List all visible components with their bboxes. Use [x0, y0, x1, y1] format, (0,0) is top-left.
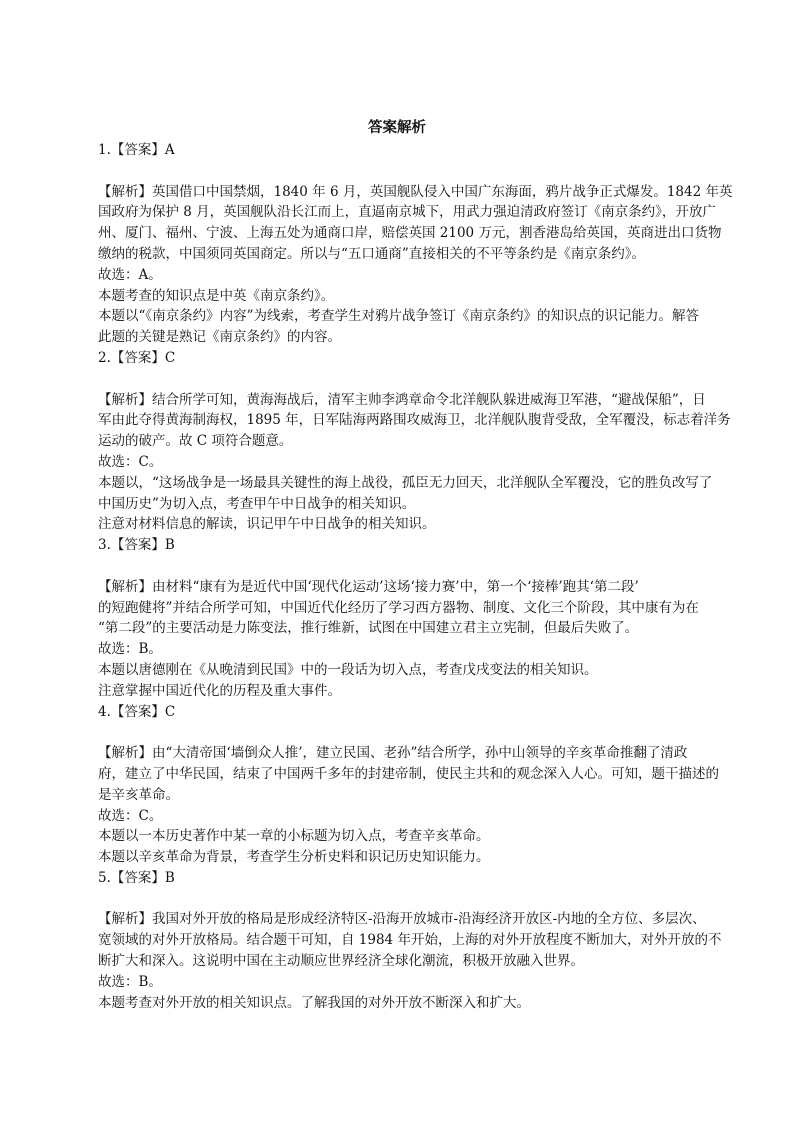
answer-heading: 2.【答案】C: [98, 349, 176, 366]
explanation-line: 本题以一本历史著作中某一章的小标题为切入点，考查辛亥革命。: [98, 828, 490, 845]
explanation-line: 本题以“《南京条约》内容”为线索，考查学生对鸦片战争签订《南京条约》的知识点的识记能力。解答: [98, 308, 700, 325]
explanation-line: 本题以辛亥革命为背景，考查学生分析史料和识记历史知识能力。: [98, 849, 490, 866]
explanation-line: 本题以，“这场战争是一场最具关键性的海上战役，孤臣无力回天，北洋舰队全军覆没，它的胜负改写了: [98, 474, 713, 491]
page-title: 答案解析: [368, 119, 426, 136]
answer-heading: 4.【答案】C: [98, 703, 176, 720]
answer-heading: 5.【答案】B: [98, 869, 175, 886]
answer-block: [98, 348, 731, 535]
explanation-line: 州、厦门、福州、宁波、上海五处为通商口岸，赔偿英国 2100 万元，割香港岛给英国，英商进出口货物: [98, 225, 722, 242]
explanation-line: 国政府为保护 8 月，英国舰队沿长江而上，直逼南京城下，用武力强迫清政府签订《南京条约》，开放广: [98, 204, 716, 221]
explanation-line: 故选：B。: [98, 641, 162, 658]
explanation-line: 【解析】结合所学可知，黄海海战后，清军主帅李鸿章命令北洋舰队躲进威海卫军港，“避战保船”，日: [98, 391, 706, 408]
explanation-line: 此题的关键是熟记《南京条约》的内容。: [98, 329, 341, 346]
explanation-line: 是辛亥革命。: [98, 786, 179, 803]
spacer: [98, 556, 700, 577]
explanation-line: 【解析】由材料“康有为是近代中国‘现代化运动’这场‘接力赛’中，第一个‘接棒’跑其‘第二段’: [98, 578, 639, 595]
explanation-line: 故选：A。: [98, 266, 162, 283]
spacer: [98, 722, 700, 743]
spacer: [98, 889, 700, 910]
explanation-line: 的短跑健将”并结合所学可知，中国近代化经历了学习西方器物、制度、文化三个阶段，其中康有为在: [98, 599, 699, 616]
explanation-line: 【解析】由“大清帝国‘墙倒众人推’，建立民国、老孙”结合所学，孙中山领导的辛亥革命推翻了清政: [98, 745, 688, 762]
answer-block: [98, 140, 733, 348]
explanation-line: 运动的破产。故 C 项符合题意。: [98, 433, 293, 450]
explanation-line: 故选：B。: [98, 973, 162, 990]
explanation-line: 【解析】英国借口中国禁烟，1840 年 6 月，英国舰队侵入中国广东海面，鸦片战争正式爆发。1842 年英: [98, 183, 733, 200]
explanation-line: 故选：C。: [98, 807, 163, 824]
answer-list: [98, 140, 733, 1013]
explanation-line: 府，建立了中华民国，结束了中国两千多年的封建帝制，使民主共和的观念深入人心。可知，题干描述的: [98, 765, 719, 782]
explanation-line: 中国历史”为切入点，考查甲午中日战争的相关知识。: [98, 495, 416, 512]
explanation-line: 注意掌握中国近代化的历程及重大事件。: [98, 682, 341, 699]
explanation-line: 注意对材料信息的解读，识记甲午中日战争的相关知识。: [98, 516, 436, 533]
spacer: [98, 369, 700, 390]
answer-block: [98, 535, 700, 701]
explanation-line: 本题考查对外开放的相关知识点。了解我国的对外开放不断深入和扩大。: [98, 994, 530, 1011]
answer-block: [98, 868, 722, 1014]
explanation-line: 本题以唐德刚在《从晚清到民国》中的一段话为切入点，考查戊戌变法的相关知识。: [98, 661, 598, 678]
explanation-line: 故选：C。: [98, 453, 163, 470]
explanation-line: 本题考查的知识点是中英《南京条约》。: [98, 287, 335, 304]
explanation-line: 宽领域的对外开放格局。结合题干可知，自 1984 年开始，上海的对外开放程度不断加大，对外开放的不: [98, 932, 722, 949]
explanation-line: 断扩大和深入。这说明中国在主动顺应世界经济全球化潮流，积极开放融入世界。: [98, 953, 584, 970]
explanation-line: 【解析】我国对外开放的格局是形成经济特区-沿海开放城市-沿海经济开放区-内地的全方位、多层次、: [98, 911, 706, 928]
answer-block: [98, 702, 719, 868]
answer-heading: 3.【答案】B: [98, 537, 175, 554]
explanation-line: 军由此夺得黄海制海权，1895 年，日军陆海两路围攻威海卫，北洋舰队腹背受敌，全军覆没，标志着洋务: [98, 412, 731, 429]
explanation-line: 缴纳的税款，中国须同英国商定。所以与“五口通商”直接相关的不平等条约是《南京条约》。: [98, 245, 646, 262]
answer-heading: 1.【答案】A: [98, 142, 175, 158]
spacer: [98, 161, 700, 182]
explanation-line: “第二段”的主要活动是力陈变法，推行维新，试图在中国建立君主立宪制，但最后失败了。: [98, 620, 639, 637]
